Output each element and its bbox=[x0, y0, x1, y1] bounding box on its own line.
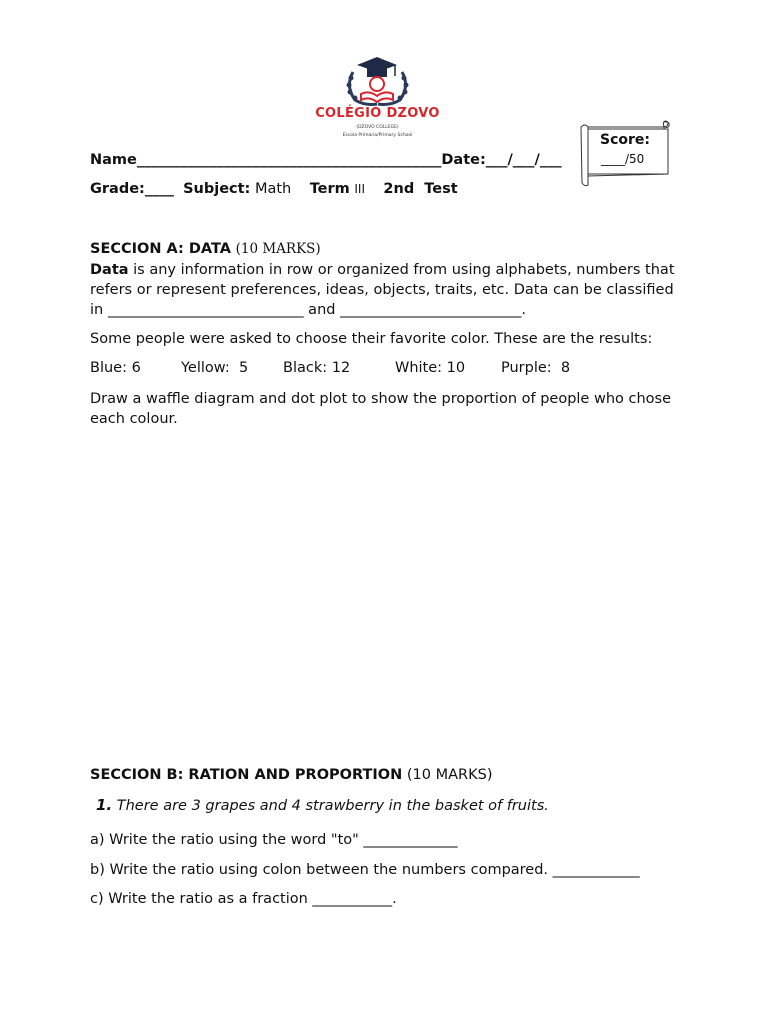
subject-value: Math bbox=[254, 181, 292, 197]
question-1 bbox=[96, 796, 549, 814]
test-label: 2nd Test bbox=[383, 181, 458, 197]
grade-label: Grade: bbox=[90, 181, 145, 197]
color-survey-question: Some people were asked to choose their favorite color. These are the results: bbox=[90, 331, 653, 347]
waffle-instruction: Draw a waffle diagram and dot plot to show the proportion of people who chose each colour. bbox=[90, 391, 672, 427]
grade-subject-line bbox=[90, 181, 458, 197]
question-1c: c) Write the ratio as a fraction ___________. bbox=[90, 891, 397, 907]
name-field[interactable]: Name__________________________________________ bbox=[90, 152, 442, 168]
score-label: Score: bbox=[600, 132, 650, 148]
logo-subtitle-2: Escola Primaria/Primary School bbox=[342, 133, 413, 138]
date-field[interactable]: Date:___/___/___ bbox=[441, 152, 562, 168]
result-black: Black: 12 bbox=[283, 360, 351, 376]
section-b-title: SECCION B: RATION AND PROPORTION bbox=[90, 767, 403, 783]
answer-drawing-area[interactable] bbox=[90, 432, 680, 752]
data-definition-term: Data bbox=[90, 262, 129, 278]
question-1-number: 1. bbox=[96, 796, 113, 814]
section-b-marks: (10 MARKS) bbox=[406, 767, 493, 783]
grade-field[interactable]: ____ bbox=[144, 181, 174, 197]
term-value: III bbox=[354, 182, 365, 196]
term-label: Term bbox=[309, 181, 350, 197]
score-value: ____/50 bbox=[601, 152, 645, 166]
data-definition bbox=[90, 260, 685, 320]
section-b-heading bbox=[90, 767, 492, 783]
section-a-title: SECCION A: DATA bbox=[90, 241, 231, 257]
logo-subtitle: (DZOVO COLLEGE) bbox=[356, 125, 399, 130]
question-1b: b) Write the ratio using colon between the numbers compared. ____________ bbox=[90, 862, 640, 878]
logo-school-name: COLÉGIO DZOVO bbox=[315, 106, 440, 121]
data-definition-text: is any information in row or organized from using alphabets, numbers that refers or represent preferences, ideas, objects, traits, etc. Data can be classified in ___________________________ and _________________________. bbox=[90, 262, 675, 318]
question-1a: a) Write the ratio using the word "to" _____________ bbox=[90, 832, 458, 848]
question-1-text: There are 3 grapes and 4 strawberry in the basket of fruits. bbox=[116, 798, 549, 814]
result-yellow: Yellow: 5 bbox=[181, 360, 249, 376]
section-a-heading bbox=[90, 241, 321, 257]
graduation-cap-emblem-icon bbox=[305, 54, 450, 108]
name-date-line bbox=[90, 152, 562, 168]
section-a-marks: (10 MARKS) bbox=[235, 241, 321, 257]
subject-label: Subject: bbox=[183, 181, 251, 197]
result-white: White: 10 bbox=[395, 360, 466, 376]
result-purple: Purple: 8 bbox=[501, 360, 571, 376]
school-logo bbox=[305, 54, 450, 144]
result-blue: Blue: 6 bbox=[90, 360, 141, 376]
